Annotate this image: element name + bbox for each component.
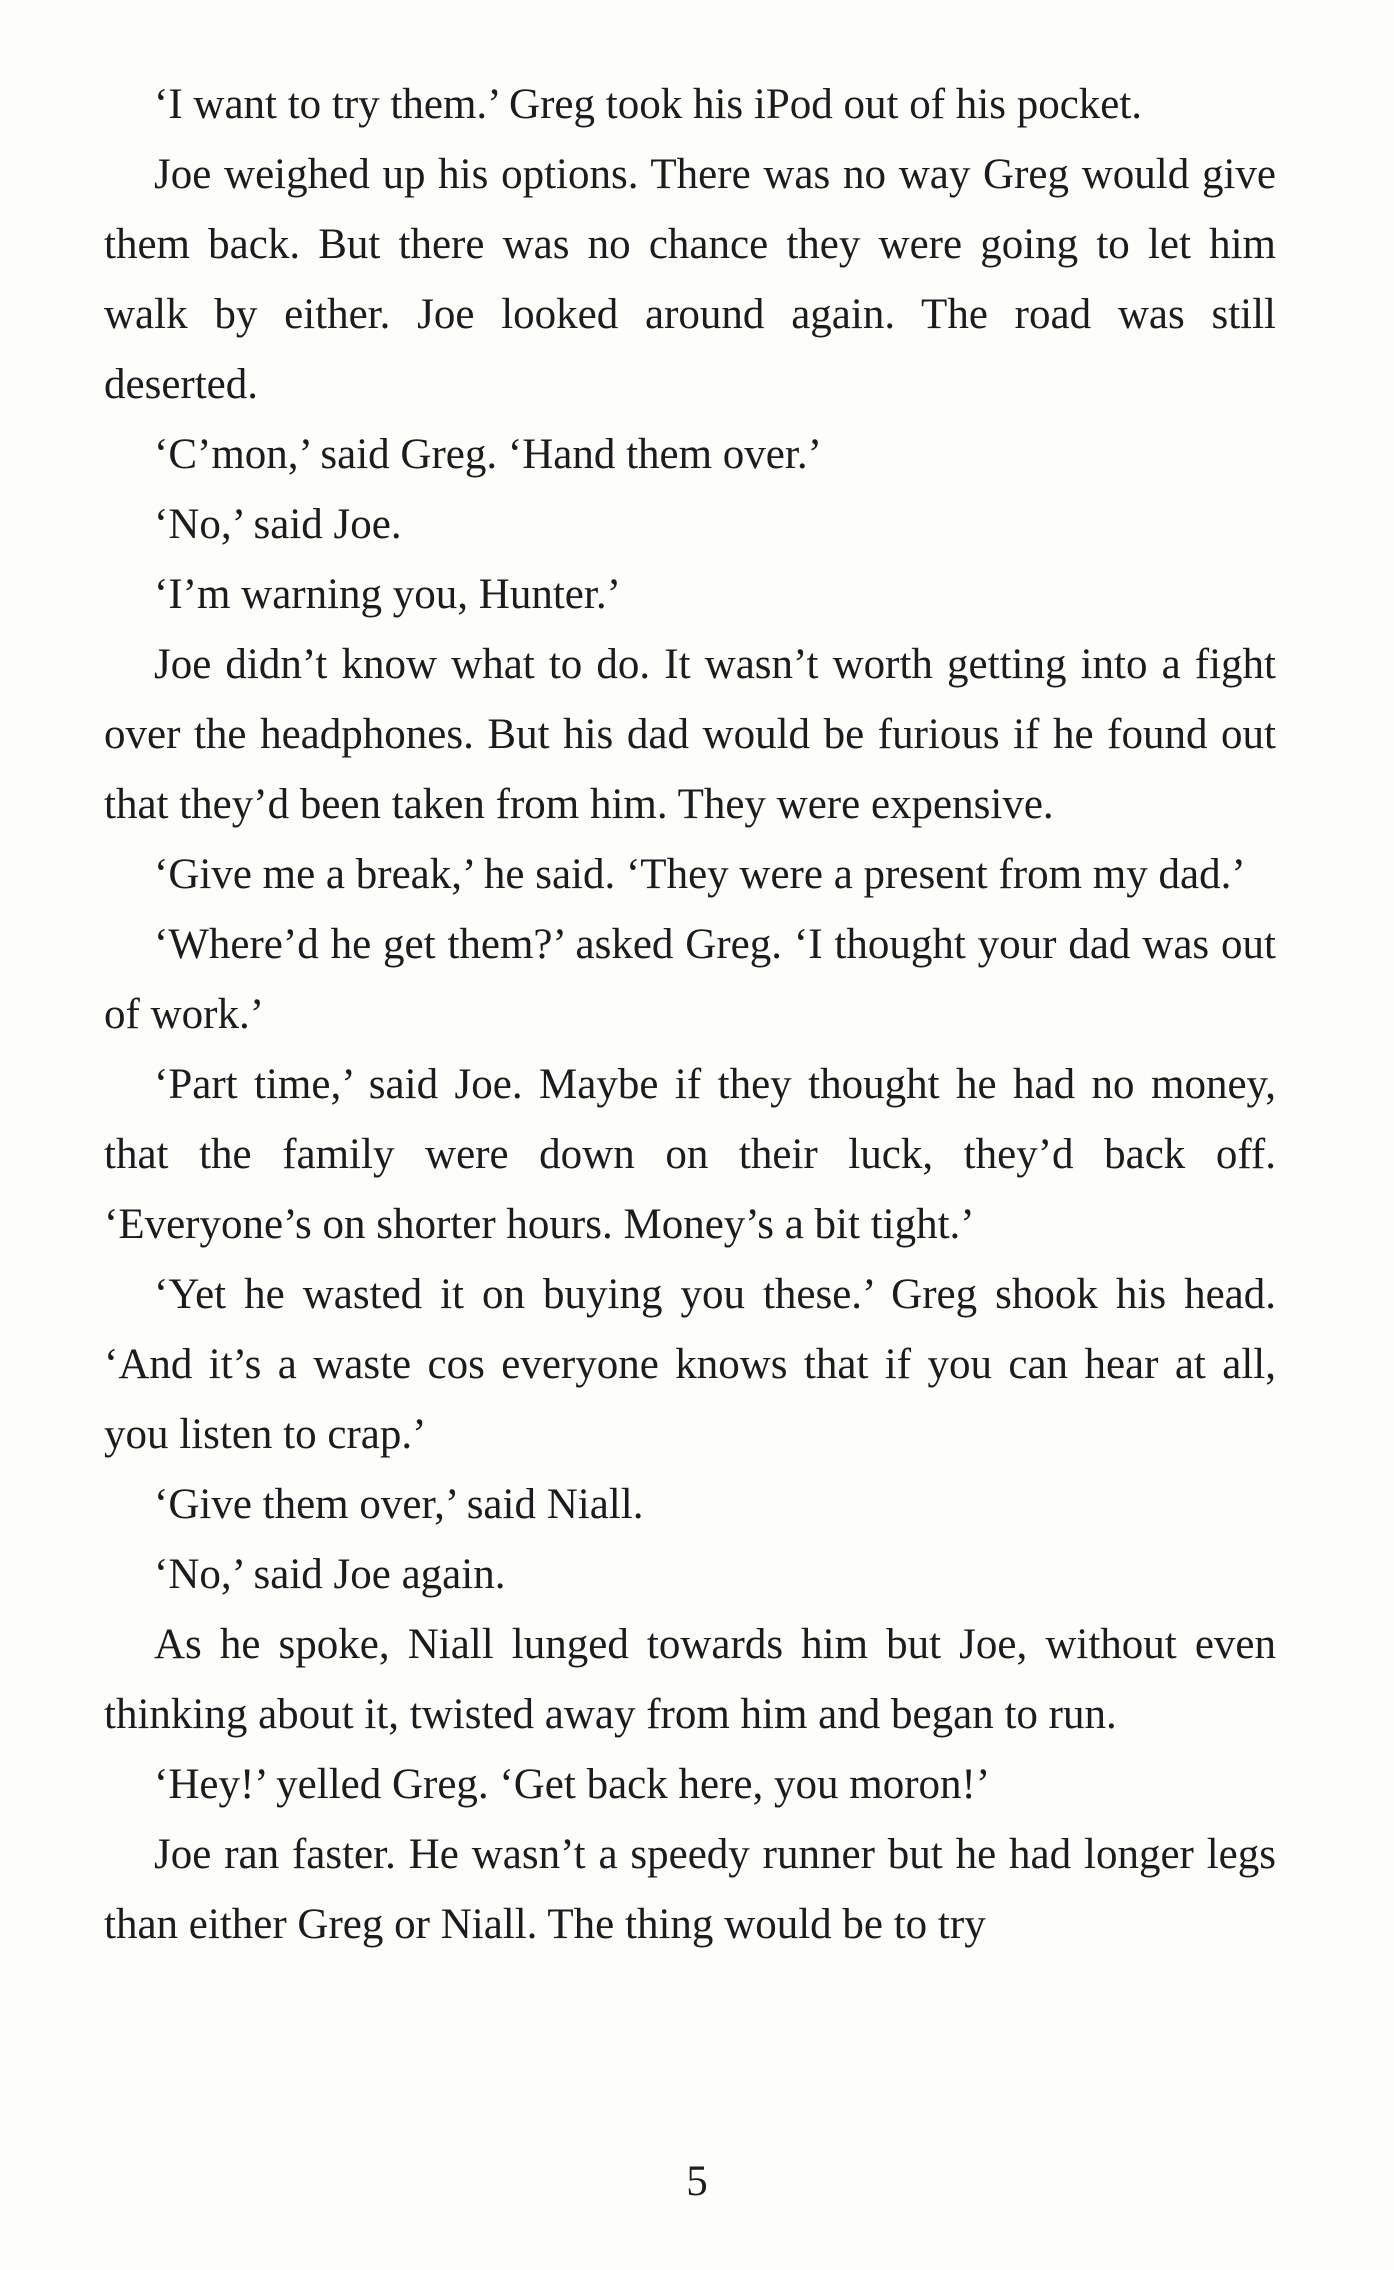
paragraph-12: ‘No,’ said Joe again. — [154, 1551, 506, 1598]
page-body — [104, 70, 1276, 1960]
paragraph-1: ‘I want to try them.’ Greg took his iPod out of his pocket. — [154, 81, 1143, 128]
paragraph-6: Joe didn’t know what to do. It wasn’t worth getting into a fight over the headphones. But his dad would be furious if he found out that they’d been taken from him. They were expensive. — [104, 641, 1276, 828]
paragraph-5: ‘I’m warning you, Hunter.’ — [154, 571, 621, 618]
paragraph-10: ‘Yet he wasted it on buying you these.’ Greg shook his head. ‘And it’s a waste cos everyone knows that if you can hear at all, you listen to crap.’ — [104, 1271, 1276, 1458]
paragraph-14: ‘Hey!’ yelled Greg. ‘Get back here, you moron!’ — [154, 1761, 991, 1808]
paragraph-3: ‘C’mon,’ said Greg. ‘Hand them over.’ — [154, 431, 822, 478]
paragraph-4: ‘No,’ said Joe. — [154, 501, 402, 548]
paragraph-2: Joe weighed up his options. There was no way Greg would give them back. But there was no chance they were going to let him walk by either. Joe looked around again. The road was still deserted. — [104, 151, 1276, 408]
paragraph-7: ‘Give me a break,’ he said. ‘They were a present from my dad.’ — [154, 851, 1246, 898]
paragraph-11: ‘Give them over,’ said Niall. — [154, 1481, 644, 1528]
paragraph-9: ‘Part time,’ said Joe. Maybe if they thought he had no money, that the family were down on their luck, they’d back off. ‘Everyone’s on shorter hours. Money’s a bit tight.’ — [104, 1061, 1276, 1248]
paragraph-8: ‘Where’d he get them?’ asked Greg. ‘I thought your dad was out of work.’ — [104, 921, 1276, 1038]
paragraph-15: Joe ran faster. He wasn’t a speedy runner but he had longer legs than either Greg or Niall. The thing would be to try — [104, 1831, 1276, 1948]
paragraph-13: As he spoke, Niall lunged towards him but Joe, without even thinking about it, twisted away from him and began to run. — [104, 1621, 1276, 1738]
page-number: 5 — [686, 2158, 708, 2205]
